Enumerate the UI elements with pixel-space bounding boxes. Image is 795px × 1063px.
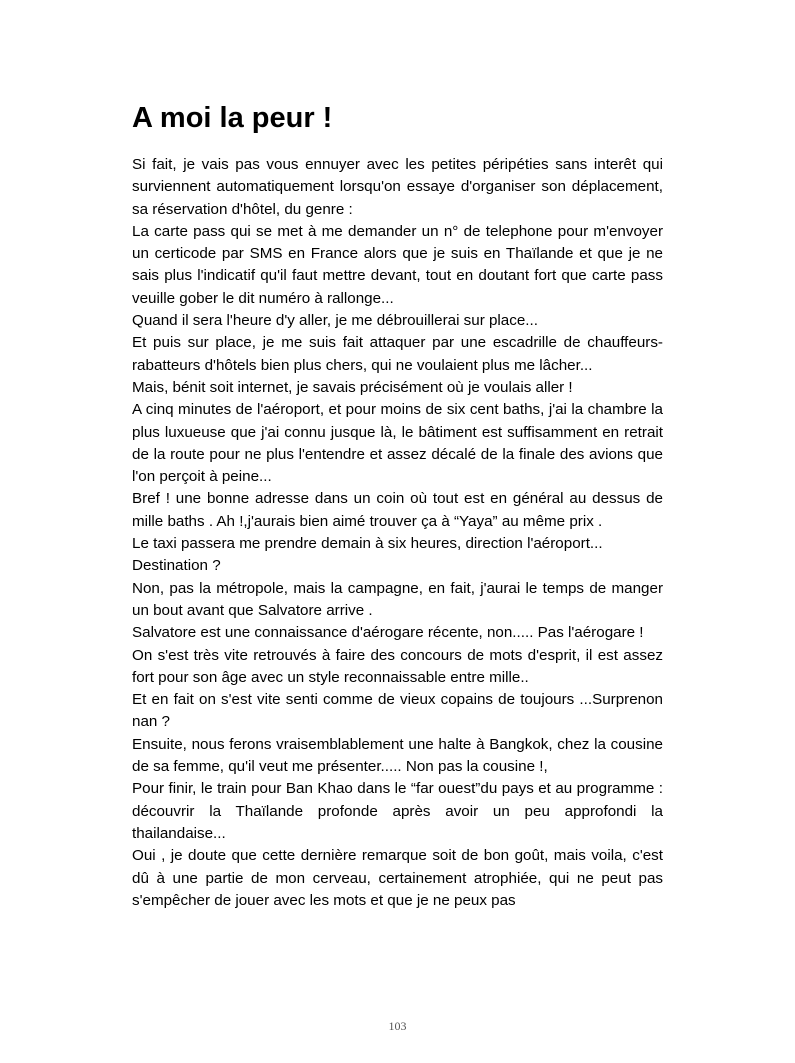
paragraph: A cinq minutes de l'aéroport, et pour moins de six cent baths, j'ai la chambre la plus luxueuse que j'ai connu jusque là, le bâtiment est suffisamment en retrait de la route pour ne plus l'entendre et assez décalé de la finale des avions que l'on perçoit à peine... <box>132 401 663 486</box>
paragraph: Bref ! une bonne adresse dans un coin où tout est en général au dessus de mille baths . Ah !,j'aurais bien aimé trouver ça à “Yaya” au même prix . <box>132 490 663 530</box>
chapter-title: A moi la peur ! <box>132 102 333 134</box>
paragraph: Salvatore est une connaissance d'aérogare récente, non..... Pas l'aérogare ! <box>132 624 644 642</box>
paragraph: Oui , je doute que cette dernière remarque soit de bon goût, mais voila, c'est dû à une partie de mon cerveau, certainement atrophiée, qui ne peut pas s'empêcher de jouer avec les mots et que je ne peux pas <box>132 847 663 909</box>
paragraph: Non, pas la métropole, mais la campagne, en fait, j'aurai le temps de manger un bout avant que Salvatore arrive . <box>132 579 663 619</box>
paragraph: Pour finir, le train pour Ban Khao dans le “far ouest”du pays et au programme : découvrir la Thaïlande profonde après avoir un peu approfondi la thailandaise... <box>132 780 663 842</box>
paragraph: Et puis sur place, je me suis fait attaquer par une escadrille de chauffeurs-rabatteurs d'hôtels bien plus chers, qui ne voulaient plus me lâcher... <box>132 334 663 374</box>
paragraph: Si fait, je vais pas vous ennuyer avec les petites péripéties sans interêt qui surviennent automatiquement lorsqu'on essaye d'organiser son déplacement, sa réservation d'hôtel, du genre : <box>132 156 663 218</box>
paragraph: Quand il sera l'heure d'y aller, je me débrouillerai sur place... <box>132 312 538 330</box>
paragraph: Mais, bénit soit internet, je savais précisément où je voulais aller ! <box>132 378 573 396</box>
paragraph: Ensuite, nous ferons vraisemblablement une halte à Bangkok, chez la cousine de sa femme, qu'il veut me présenter..... Non pas la cousine !, <box>132 735 663 776</box>
paragraph: Destination ? <box>132 557 221 575</box>
paragraph: Le taxi passera me prendre demain à six heures, direction l'aéroport... <box>132 535 603 553</box>
paragraph: Et en fait on s'est vite senti comme de vieux copains de toujours ...Surprenon nan ? <box>132 691 663 731</box>
chapter-body <box>132 154 663 912</box>
page-number: 103 <box>388 1019 407 1033</box>
paragraph: On s'est très vite retrouvés à faire des concours de mots d'esprit, il est assez fort pour son âge avec un style reconnaissable entre mille.. <box>132 646 663 686</box>
paragraph: La carte pass qui se met à me demander un n° de telephone pour m'envoyer un certicode par SMS en France alors que je suis en Thaïlande et que je ne sais plus l'indicatif qu'il faut mettre devant, tout en doutant fort que carte pass veuille gober le dit numéro à rallonge... <box>132 222 663 307</box>
